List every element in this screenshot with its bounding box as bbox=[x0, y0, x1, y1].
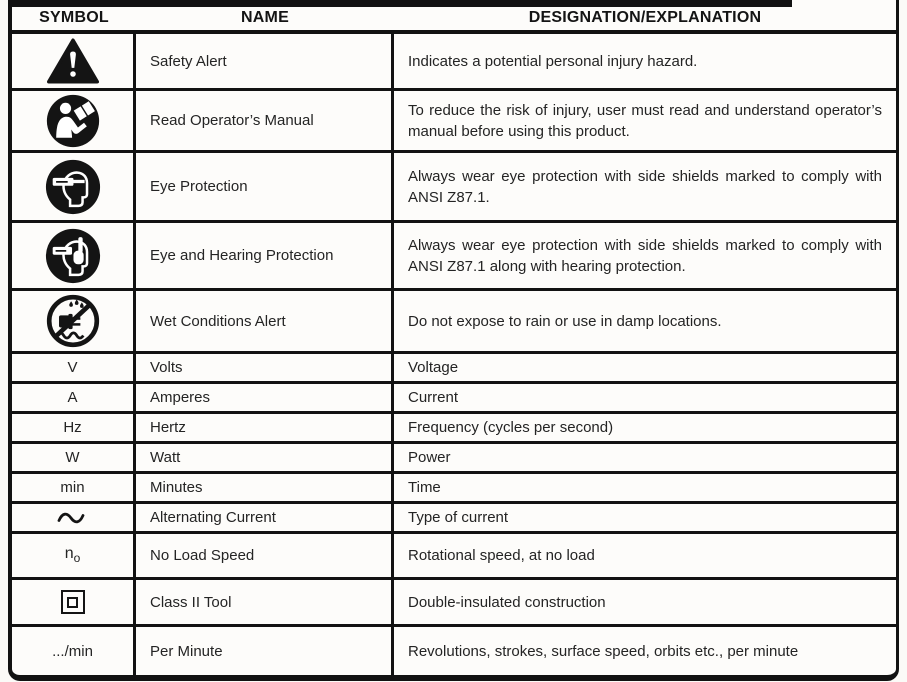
symbol-cell bbox=[12, 534, 136, 577]
symbol-name: Watt bbox=[150, 449, 181, 466]
symbol-explanation: Always wear eye protection with side shields marked to comply with ANSI Z87.1 along with hearing protection. bbox=[408, 236, 882, 275]
symbol-explanation: To reduce the risk of injury, user must read and understand operator’s manual before using this product. bbox=[408, 101, 882, 140]
symbol-explanation: Double-insulated construction bbox=[408, 593, 606, 611]
class-ii-tool-icon bbox=[61, 590, 85, 614]
name-cell bbox=[136, 354, 394, 381]
name-cell bbox=[136, 34, 394, 88]
explanation-cell bbox=[394, 580, 896, 624]
symbol-cell bbox=[12, 444, 136, 471]
no-load-speed-symbol: $n_o$ bbox=[64, 545, 81, 566]
table-row bbox=[12, 223, 896, 291]
name-cell bbox=[136, 627, 394, 675]
symbol-cell bbox=[12, 153, 136, 220]
table-row bbox=[12, 444, 896, 474]
explanation-cell bbox=[394, 354, 896, 381]
symbol-name: Read Operator’s Manual bbox=[150, 112, 314, 129]
table-row bbox=[12, 34, 896, 91]
name-cell bbox=[136, 504, 394, 531]
table-header-row bbox=[12, 0, 896, 34]
symbol-text: min bbox=[60, 479, 85, 496]
symbol-name: Class II Tool bbox=[150, 593, 232, 611]
explanation-cell bbox=[394, 91, 896, 150]
explanation-cell bbox=[394, 414, 896, 441]
symbol-explanation: Revolutions, strokes, surface speed, orbits etc., per minute bbox=[408, 642, 799, 660]
name-cell bbox=[136, 534, 394, 577]
symbol-text: .../min bbox=[52, 642, 93, 660]
table-row bbox=[12, 291, 896, 354]
explanation-cell bbox=[394, 384, 896, 411]
symbol-name: Wet Conditions Alert bbox=[150, 312, 286, 330]
table-row bbox=[12, 534, 896, 580]
explanation-cell bbox=[394, 444, 896, 471]
name-cell bbox=[136, 414, 394, 441]
symbol-explanation: Power bbox=[408, 449, 451, 466]
symbol-name: Hertz bbox=[150, 419, 186, 436]
symbol-cell bbox=[12, 414, 136, 441]
symbol-text: A bbox=[67, 389, 78, 406]
symbol-cell bbox=[12, 223, 136, 288]
symbol-text: Hz bbox=[63, 419, 82, 436]
symbol-cell bbox=[12, 474, 136, 501]
name-cell bbox=[136, 291, 394, 351]
explanation-cell bbox=[394, 153, 896, 220]
explanation-cell bbox=[394, 504, 896, 531]
symbol-name: Eye Protection bbox=[150, 178, 248, 195]
read-operators-manual-icon bbox=[45, 93, 101, 149]
name-cell bbox=[136, 384, 394, 411]
table-row bbox=[12, 153, 896, 223]
symbol-cell bbox=[12, 34, 136, 88]
explanation-cell bbox=[394, 627, 896, 675]
explanation-cell bbox=[394, 474, 896, 501]
name-cell bbox=[136, 223, 394, 288]
header-name: NAME bbox=[241, 9, 289, 26]
symbol-explanation: Time bbox=[408, 479, 441, 496]
table-row bbox=[12, 414, 896, 444]
wet-conditions-alert-icon bbox=[45, 293, 101, 349]
symbol-explanation: Always wear eye protection with side shields marked to comply with ANSI Z87.1. bbox=[408, 167, 882, 206]
alternating-current-icon bbox=[56, 510, 90, 526]
table-row bbox=[12, 384, 896, 414]
safety-alert-icon bbox=[47, 38, 99, 84]
symbol-name: Alternating Current bbox=[150, 509, 276, 526]
name-cell bbox=[136, 444, 394, 471]
symbol-explanation: Frequency (cycles per second) bbox=[408, 419, 614, 436]
explanation-cell bbox=[394, 291, 896, 351]
header-designation: DESIGNATION/EXPLANATION bbox=[528, 9, 762, 26]
explanation-cell bbox=[394, 34, 896, 88]
symbol-explanation: Rotational speed, at no load bbox=[408, 547, 595, 564]
name-cell bbox=[136, 153, 394, 220]
symbol-explanation: Voltage bbox=[408, 359, 459, 376]
symbol-name: Safety Alert bbox=[150, 52, 227, 70]
symbol-cell bbox=[12, 354, 136, 381]
name-cell bbox=[136, 580, 394, 624]
table-row bbox=[12, 627, 896, 675]
header-top-bar bbox=[12, 0, 792, 7]
symbol-name: Eye and Hearing Protection bbox=[150, 247, 334, 264]
symbol-explanation: Do not expose to rain or use in damp locations. bbox=[408, 312, 722, 330]
name-cell bbox=[136, 474, 394, 501]
eye-and-hearing-protection-icon bbox=[44, 227, 102, 285]
symbol-name: Per Minute bbox=[150, 642, 223, 660]
name-cell bbox=[136, 91, 394, 150]
table-row bbox=[12, 91, 896, 153]
table-row bbox=[12, 580, 896, 627]
symbol-explanation: Type of current bbox=[408, 509, 509, 526]
symbol-name: Minutes bbox=[150, 479, 203, 496]
symbol-explanation: Current bbox=[408, 389, 459, 406]
table-row bbox=[12, 474, 896, 504]
explanation-cell bbox=[394, 534, 896, 577]
symbol-name: Amperes bbox=[150, 389, 211, 406]
table-row bbox=[12, 354, 896, 384]
symbol-text: W bbox=[65, 449, 80, 466]
header-symbol: SYMBOL bbox=[39, 9, 109, 26]
eye-protection-icon bbox=[44, 158, 102, 216]
symbol-cell bbox=[12, 384, 136, 411]
symbol-text: V bbox=[67, 359, 78, 376]
symbol-cell bbox=[12, 91, 136, 150]
symbol-explanation: Indicates a potential personal injury hazard. bbox=[408, 52, 698, 70]
symbol-name: No Load Speed bbox=[150, 547, 255, 564]
table-row bbox=[12, 504, 896, 534]
symbol-cell bbox=[12, 627, 136, 675]
explanation-cell bbox=[394, 223, 896, 288]
symbol-cell bbox=[12, 291, 136, 351]
symbol-cell bbox=[12, 580, 136, 624]
symbol-cell bbox=[12, 504, 136, 531]
symbols-table bbox=[8, 0, 899, 681]
symbol-name: Volts bbox=[150, 359, 183, 376]
